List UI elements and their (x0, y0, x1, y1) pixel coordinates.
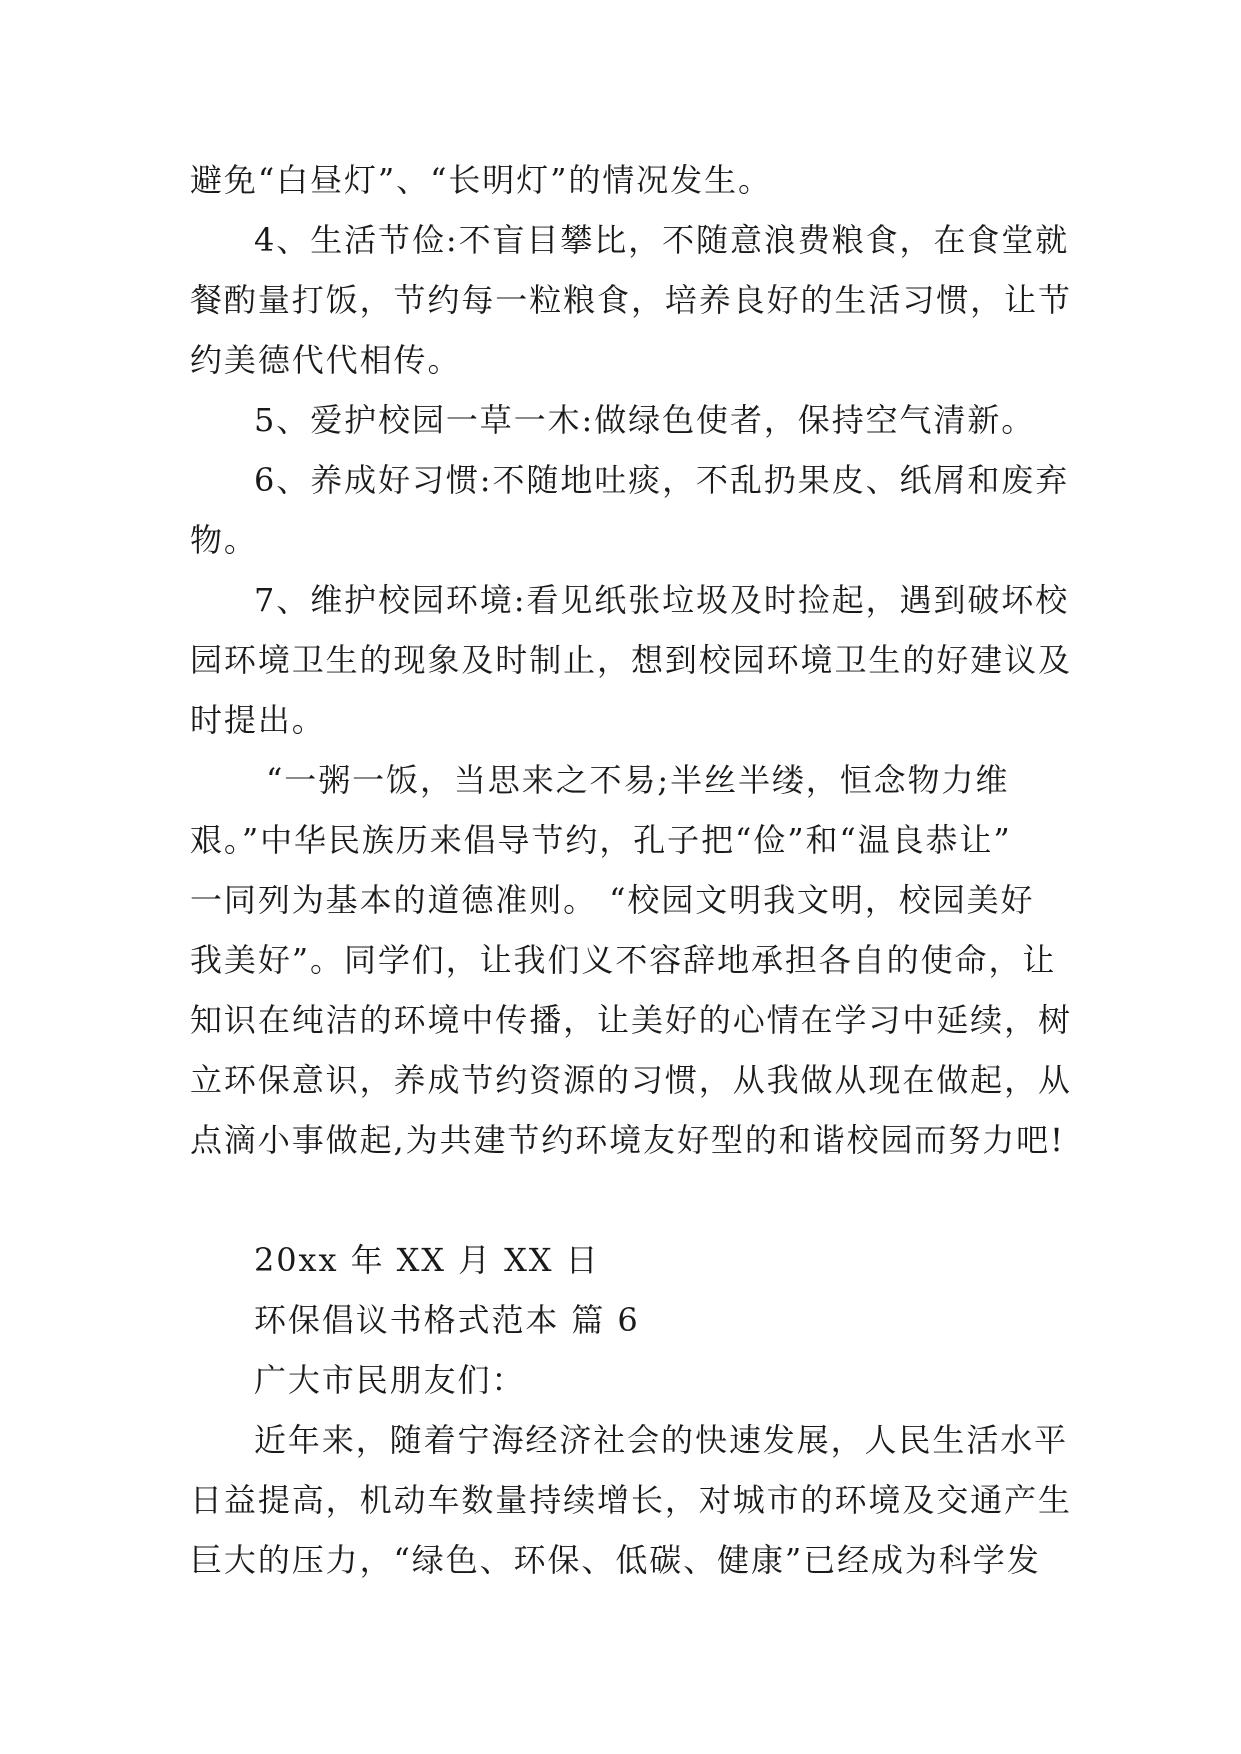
salutation: 广大市民朋友们： (254, 1361, 526, 1399)
text-line: 物。 (190, 521, 258, 559)
text-line: 知识在纯洁的环境中传播，让美好的心情在学习中延续，树 (190, 1001, 1072, 1039)
text-line: 立环保意识，养成节约资源的习惯，从我做从现在做起，从 (190, 1061, 1072, 1099)
text-line: 日益提高，机动车数量持续增长，对城市的环境及交通产生 (190, 1481, 1072, 1519)
text-line: 园环境卫生的现象及时制止，想到校园环境卫生的好建议及 (190, 641, 1072, 679)
text-line: 4、生活节俭:不盲目攀比，不随意浪费粮食，在食堂就 (254, 221, 1070, 259)
text-line: 近年来，随着宁海经济社会的快速发展，人民生活水平 (254, 1421, 1069, 1459)
text-line: 约美德代代相传。 (190, 341, 462, 379)
text-line: 我美好”。同学们，让我们义不容辞地承担各自的使命，让 (190, 941, 1057, 979)
text-line: 巨大的压力，“绿色、环保、低碳、健康”已经成为科学发 (190, 1541, 1041, 1579)
text-line: 餐酌量打饭，节约每一粒粮食，培养良好的生活习惯，让节 (190, 281, 1072, 319)
text-line: 5、爱护校园一草一木:做绿色使者，保持空气清新。 (254, 401, 1036, 439)
date-line: 20xx 年 XX 月 XX 日 (254, 1241, 600, 1279)
text-line: 6、养成好习惯:不随地吐痰，不乱扔果皮、纸屑和废弃 (254, 461, 1070, 499)
text-line: “一粥一饭，当思来之不易;半丝半缕，恒念物力维 (266, 761, 1010, 799)
text-line: 时提出。 (190, 701, 326, 739)
text-line: 点滴小事做起,为共建节约环境友好型的和谐校园而努力吧! (190, 1121, 1065, 1159)
text-line: 7、维护校园环境:看见纸张垃圾及时捡起，遇到破坏校 (254, 581, 1070, 619)
text-line: 一同列为基本的道德准则。 “校园文明我文明，校园美好 (190, 881, 1035, 919)
text-line: 避免“白昼灯”、“长明灯”的情况发生。 (190, 161, 772, 199)
text-line: 艰。”中华民族历来倡导节约，孔子把“俭”和“温良恭让” (190, 821, 1012, 859)
section-heading: 环保倡议书格式范本 篇 6 (254, 1301, 640, 1339)
